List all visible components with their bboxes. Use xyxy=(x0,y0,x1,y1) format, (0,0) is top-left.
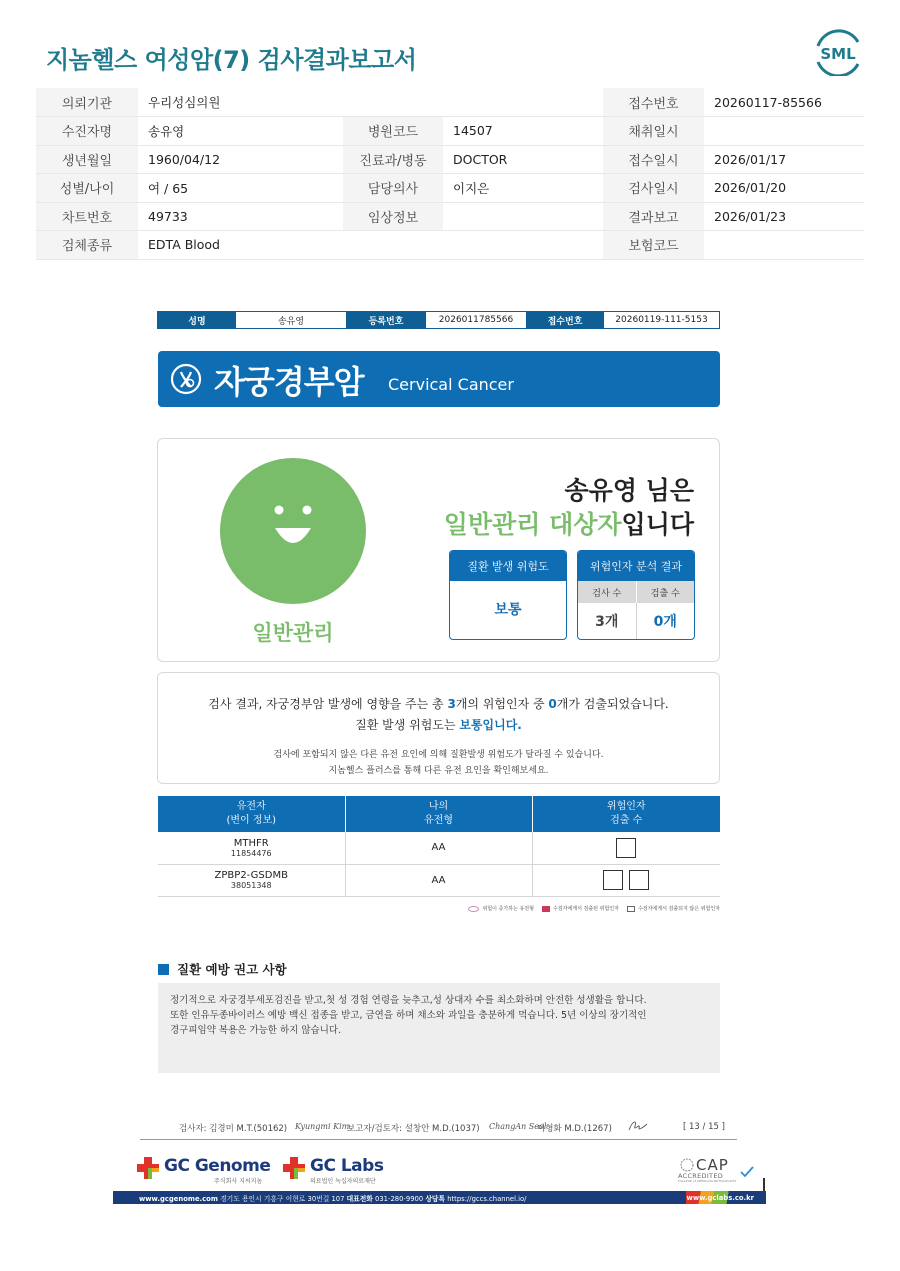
footer-chat-label: 상담톡 xyxy=(425,1194,446,1203)
table-row xyxy=(158,832,720,864)
collect-date-value xyxy=(704,117,864,146)
doctor-signer: 이형화 M.D.(1267) xyxy=(537,1124,612,1134)
info-label: 검사일시 xyxy=(603,174,704,203)
risk-value: 보통 xyxy=(494,602,522,618)
info-label: 성별/나이 xyxy=(36,174,138,203)
gene-name: ZPBP2-GSDMB xyxy=(214,870,288,881)
footer-divider xyxy=(140,1139,737,1140)
smiley-face-icon xyxy=(220,458,366,604)
cap-sub: ACCREDITED xyxy=(678,1172,724,1180)
header-name-label: 성명 xyxy=(158,312,236,328)
header-reg-label: 등록번호 xyxy=(346,312,426,328)
examiner: 검사자: 김경미 M.T.(50162) xyxy=(179,1124,288,1134)
hospital-code-value: 14507 xyxy=(443,117,603,146)
dept-value: DOCTOR xyxy=(443,145,603,174)
gc-genome-sub: 주식회사 지씨지놈 xyxy=(214,1178,263,1185)
vertical-bar xyxy=(763,1178,765,1192)
signature-scribble-icon xyxy=(627,1118,649,1134)
empty-box-icon xyxy=(603,870,623,890)
status-suffix: 입니다 xyxy=(621,510,694,539)
detect-boxes-cell xyxy=(532,864,720,896)
receive-date-value: 2026/01/17 xyxy=(704,145,864,174)
patient-value: 송유영 xyxy=(138,117,343,146)
checkmark-icon xyxy=(740,1166,754,1178)
footer-address: 경기도 용인시 기흥구 이현로 30번길 107 xyxy=(217,1194,347,1203)
info-label: 접수일시 xyxy=(603,145,704,174)
result-date-value: 2026/01/23 xyxy=(704,202,864,231)
sml-logo-icon xyxy=(812,28,864,76)
banner-title-en: Cervical Cancer xyxy=(388,375,514,394)
chart-value: 49733 xyxy=(138,202,343,231)
test-date-value: 2026/01/20 xyxy=(704,174,864,203)
info-label: 접수번호 xyxy=(603,88,704,117)
info-label: 병원코드 xyxy=(343,117,443,146)
reviewer: 보고자/검토자: 설창안 M.D.(1037) xyxy=(347,1124,480,1134)
gc-genome-text: GC Genome xyxy=(164,1156,271,1176)
detected-col-header: 위험인자 검출 수 xyxy=(532,796,720,832)
info-label: 검체종류 xyxy=(36,231,138,260)
patient-header-bar xyxy=(157,311,720,329)
gene-col-header: 유전자 (변이 정보) xyxy=(158,796,345,832)
risk-level-box xyxy=(449,550,567,640)
gc-cross-icon xyxy=(282,1156,306,1180)
info-label: 채취일시 xyxy=(603,117,704,146)
filled-square-icon xyxy=(542,906,550,912)
ribbon-emblem-icon xyxy=(170,363,202,395)
receipt-no-value: 20260117-85566 xyxy=(704,88,864,117)
result-explanation-card xyxy=(157,672,720,784)
result-line-2: 질환 발생 위험도는 보통입니다. xyxy=(355,718,522,732)
oval-icon xyxy=(468,906,479,912)
status-line xyxy=(444,505,694,541)
info-label: 보험코드 xyxy=(603,231,704,260)
tested-value: 3개 xyxy=(578,603,637,639)
risk-factor-box xyxy=(577,550,695,640)
footer-phone-label: 대표전화 xyxy=(346,1194,373,1203)
table-legend xyxy=(468,905,720,912)
insurance-value xyxy=(704,231,864,260)
gene-id: 11854476 xyxy=(230,848,272,858)
footer-phone: 031-280-9900 xyxy=(372,1194,426,1203)
info-label: 의뢰기관 xyxy=(36,88,138,117)
examiner-signature: Kyungmi Kim xyxy=(295,1122,350,1131)
cap-emblem-icon xyxy=(680,1158,694,1172)
genotype-col-header: 나의 유전형 xyxy=(345,796,532,832)
tested-label: 검사 수 xyxy=(578,581,637,603)
legend-item-2: 수검자에게서 검출된 위험인자 xyxy=(552,906,619,912)
gc-labs-sub: 의료법인 녹십자의료재단 xyxy=(310,1178,376,1185)
patient-name-line: 송유영 님은 xyxy=(564,476,694,505)
gene-id: 38051348 xyxy=(230,881,272,890)
report-title: 지놈헬스 여성암(7) 검사결과보고서 xyxy=(46,46,417,74)
info-label: 차트번호 xyxy=(36,202,138,231)
cancer-banner xyxy=(158,351,720,407)
prevention-title: 질환 예방 권고 사항 xyxy=(158,960,287,978)
banner-title-kr: 자궁경부암 xyxy=(214,363,364,401)
prevention-line: 정기적으로 자궁경부세포검진을 받고,첫 성 경험 연령을 늦추고,성 상대자 수를 최소화하며 안전한 성생활을 합니다. xyxy=(170,995,647,1006)
footer-chat: https://gccs.channel.io/ xyxy=(445,1194,527,1203)
detect-boxes-cell xyxy=(532,832,720,864)
empty-box-icon xyxy=(629,870,649,890)
summary-card xyxy=(157,438,720,662)
gene-name: MTHFR xyxy=(233,837,269,849)
status-highlight: 일반관리 대상자 xyxy=(443,510,622,539)
prevention-line: 또한 인유두종바이러스 예방 백신 접종을 받고, 금연을 하며 채소와 과일을 충분하게 먹습니다. 5년 이상의 장기적인 xyxy=(170,1010,647,1021)
info-label: 생년월일 xyxy=(36,145,138,174)
institution-value: 우리성심의원 xyxy=(138,88,603,117)
risk-box-title: 질환 발생 위험도 xyxy=(450,551,566,581)
info-label: 담당의사 xyxy=(343,174,443,203)
detected-label: 검출 수 xyxy=(650,588,680,599)
detected-value: 0개 xyxy=(653,614,677,630)
header-receipt-label: 접수번호 xyxy=(526,312,604,328)
grade-label: 일반관리 xyxy=(252,621,334,645)
result-note-1: 검사에 포함되지 않은 다른 유전 요인에 의해 질환발생 위험도가 달라질 수 있습니다. xyxy=(273,750,604,760)
info-label: 임상정보 xyxy=(343,202,443,231)
prevention-box xyxy=(158,983,720,1073)
cap-small: COLLEGE of AMERICAN PATHOLOGISTS xyxy=(678,1179,737,1183)
header-name-value: 송유영 xyxy=(236,312,346,328)
legend-item-1: 위험이 증가하는 유전형 xyxy=(482,906,534,912)
info-label: 진료과/병동 xyxy=(343,145,443,174)
doctor-value: 이지은 xyxy=(443,174,603,203)
gc-labs-text: GC Labs xyxy=(310,1156,384,1176)
result-note-2: 지놈헬스 플러스를 통해 다른 유전 요인을 확인해보세요. xyxy=(328,766,549,776)
patient-info-table xyxy=(36,88,864,260)
genotype-cell: AA xyxy=(345,864,532,896)
square-bullet-icon xyxy=(158,964,169,975)
table-row xyxy=(158,864,720,896)
header-receipt-value: 20260119-111-5153 xyxy=(604,312,719,328)
clinical-value xyxy=(443,202,603,231)
page-number: [ 13 / 15 ] xyxy=(683,1122,725,1132)
footer-site-2: www.gclabs.co.kr xyxy=(686,1193,754,1202)
footer-bar xyxy=(113,1191,766,1204)
info-label: 결과보고 xyxy=(603,202,704,231)
empty-box-icon xyxy=(616,838,636,858)
info-label: 수진자명 xyxy=(36,117,138,146)
sex-age-value: 여 / 65 xyxy=(138,174,343,203)
birth-value: 1960/04/12 xyxy=(138,145,343,174)
gc-cross-icon xyxy=(136,1156,160,1180)
specimen-value: EDTA Blood xyxy=(138,231,603,260)
cap-text: CAP xyxy=(696,1156,729,1174)
prevention-line: 경구피임약 복용은 가능한 하지 않습니다. xyxy=(170,1025,342,1036)
reviewer-signature: ChangAn Seol xyxy=(489,1122,547,1131)
cap-accredited-logo xyxy=(678,1156,764,1184)
result-line-1: 검사 결과, 자궁경부암 발생에 영향을 주는 총 3개의 위험인자 중 0개가 검출되었습니다. xyxy=(208,697,669,711)
sml-logo-text: SML xyxy=(820,45,856,63)
header-reg-value: 2026011785566 xyxy=(426,312,526,328)
legend-item-3: 수검자에게서 검출되지 않은 위험인자 xyxy=(637,906,720,912)
genotype-cell: AA xyxy=(345,832,532,864)
empty-square-icon xyxy=(627,906,635,912)
factor-box-title: 위험인자 분석 결과 xyxy=(578,551,694,581)
gene-table xyxy=(158,796,720,897)
footer-site: www.gcgenome.com xyxy=(139,1194,218,1203)
